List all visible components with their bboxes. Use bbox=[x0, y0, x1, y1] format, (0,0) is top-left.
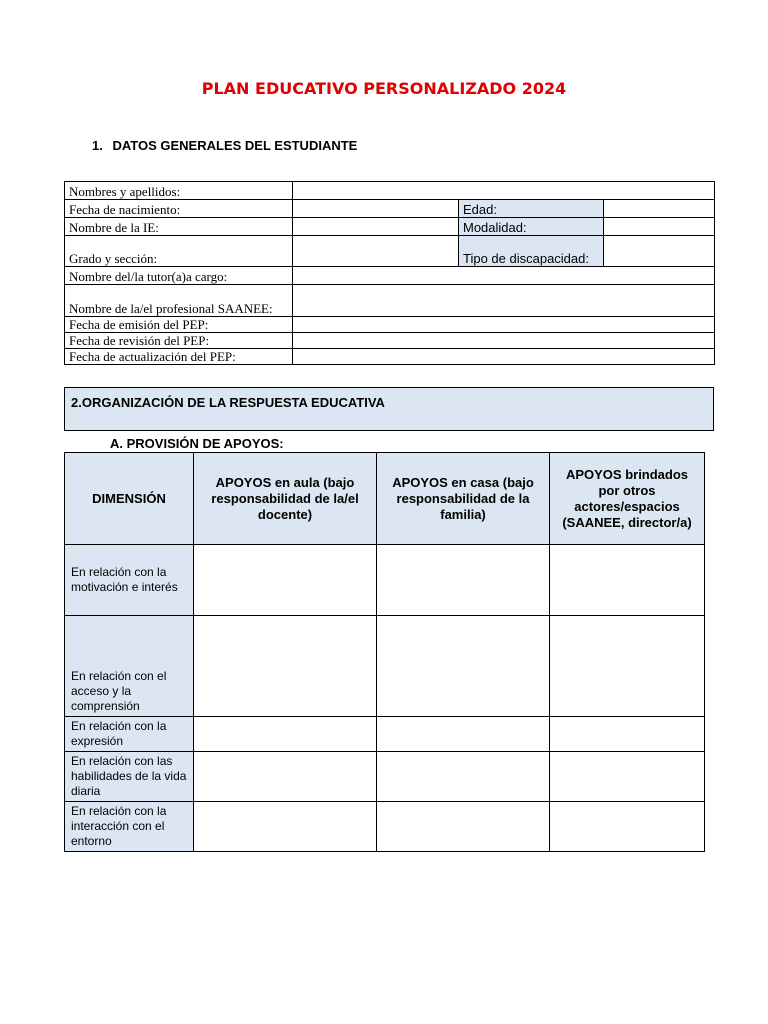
supports-table bbox=[64, 452, 705, 852]
dimension-motivacion: En relación con la motivación e interés bbox=[65, 545, 194, 616]
label-nombres: Nombres y apellidos: bbox=[65, 182, 293, 200]
header-apoyos-casa: APOYOS en casa (bajo responsabilidad de la familia) bbox=[377, 453, 550, 545]
header-apoyos-aula: APOYOS en aula (bajo responsabilidad de la/el docente) bbox=[194, 453, 377, 545]
label-emision: Fecha de emisión del PEP: bbox=[65, 317, 293, 333]
table-row bbox=[65, 285, 715, 317]
field-tipo-discapacidad[interactable] bbox=[604, 236, 715, 267]
table-row bbox=[65, 218, 715, 236]
table-row bbox=[65, 545, 705, 616]
cell-aula[interactable] bbox=[194, 802, 377, 852]
cell-otros[interactable] bbox=[550, 802, 705, 852]
label-actualizacion: Fecha de actualización del PEP: bbox=[65, 349, 293, 365]
field-grado[interactable] bbox=[293, 236, 459, 267]
table-row bbox=[65, 182, 715, 200]
label-modalidad: Modalidad: bbox=[459, 218, 604, 236]
dimension-interaccion: En relación con la interacción con el entorno bbox=[65, 802, 194, 852]
label-tutor: Nombre del/la tutor(a)a cargo: bbox=[65, 267, 293, 285]
cell-aula[interactable] bbox=[194, 752, 377, 802]
table-row bbox=[65, 236, 715, 267]
dimension-vida-diaria: En relación con las habilidades de la vida diaria bbox=[65, 752, 194, 802]
section-1-number: 1. bbox=[92, 138, 103, 153]
cell-aula[interactable] bbox=[194, 717, 377, 752]
label-tipo-discapacidad: Tipo de discapacidad: bbox=[459, 236, 604, 267]
field-edad[interactable] bbox=[604, 200, 715, 218]
table-row bbox=[65, 802, 705, 852]
header-apoyos-otros: APOYOS brindados por otros actores/espacios (SAANEE, director/a) bbox=[550, 453, 705, 545]
subsection-a-heading: A. PROVISIÓN DE APOYOS: bbox=[110, 436, 284, 451]
section-2-title: 2.ORGANIZACIÓN DE LA RESPUESTA EDUCATIVA bbox=[71, 395, 385, 410]
dimension-acceso: En relación con el acceso y la comprensión bbox=[65, 616, 194, 717]
cell-casa[interactable] bbox=[377, 802, 550, 852]
table-row bbox=[65, 717, 705, 752]
dimension-expresion: En relación con la expresión bbox=[65, 717, 194, 752]
field-emision[interactable] bbox=[293, 317, 715, 333]
section-2-heading-box bbox=[64, 387, 714, 431]
label-fecha-nacimiento: Fecha de nacimiento: bbox=[65, 200, 293, 218]
table-row bbox=[65, 349, 715, 365]
page-title: PLAN EDUCATIVO PERSONALIZADO 2024 bbox=[201, 79, 567, 98]
label-nombre-ie: Nombre de la IE: bbox=[65, 218, 293, 236]
cell-casa[interactable] bbox=[377, 717, 550, 752]
table-row bbox=[65, 752, 705, 802]
cell-casa[interactable] bbox=[377, 545, 550, 616]
field-actualizacion[interactable] bbox=[293, 349, 715, 365]
section-1-heading bbox=[92, 138, 357, 153]
field-nombres[interactable] bbox=[293, 182, 715, 200]
label-grado: Grado y sección: bbox=[65, 236, 293, 267]
cell-aula[interactable] bbox=[194, 616, 377, 717]
field-modalidad[interactable] bbox=[604, 218, 715, 236]
cell-otros[interactable] bbox=[550, 717, 705, 752]
cell-otros[interactable] bbox=[550, 545, 705, 616]
field-tutor[interactable] bbox=[293, 267, 715, 285]
student-data-table bbox=[64, 181, 715, 365]
cell-otros[interactable] bbox=[550, 616, 705, 717]
cell-casa[interactable] bbox=[377, 616, 550, 717]
label-edad: Edad: bbox=[459, 200, 604, 218]
field-nombre-ie[interactable] bbox=[293, 218, 459, 236]
cell-casa[interactable] bbox=[377, 752, 550, 802]
table-row bbox=[65, 317, 715, 333]
table-row bbox=[65, 267, 715, 285]
section-1-title: DATOS GENERALES DEL ESTUDIANTE bbox=[112, 138, 358, 153]
table-row bbox=[65, 616, 705, 717]
cell-aula[interactable] bbox=[194, 545, 377, 616]
supports-header-row bbox=[65, 453, 705, 545]
field-profesional[interactable] bbox=[293, 285, 715, 317]
field-fecha-nacimiento[interactable] bbox=[293, 200, 459, 218]
table-row bbox=[65, 333, 715, 349]
label-revision: Fecha de revisión del PEP: bbox=[65, 333, 293, 349]
field-revision[interactable] bbox=[293, 333, 715, 349]
cell-otros[interactable] bbox=[550, 752, 705, 802]
header-dimension: DIMENSIÓN bbox=[65, 453, 194, 545]
label-profesional: Nombre de la/el profesional SAANEE: bbox=[65, 285, 293, 317]
table-row bbox=[65, 200, 715, 218]
